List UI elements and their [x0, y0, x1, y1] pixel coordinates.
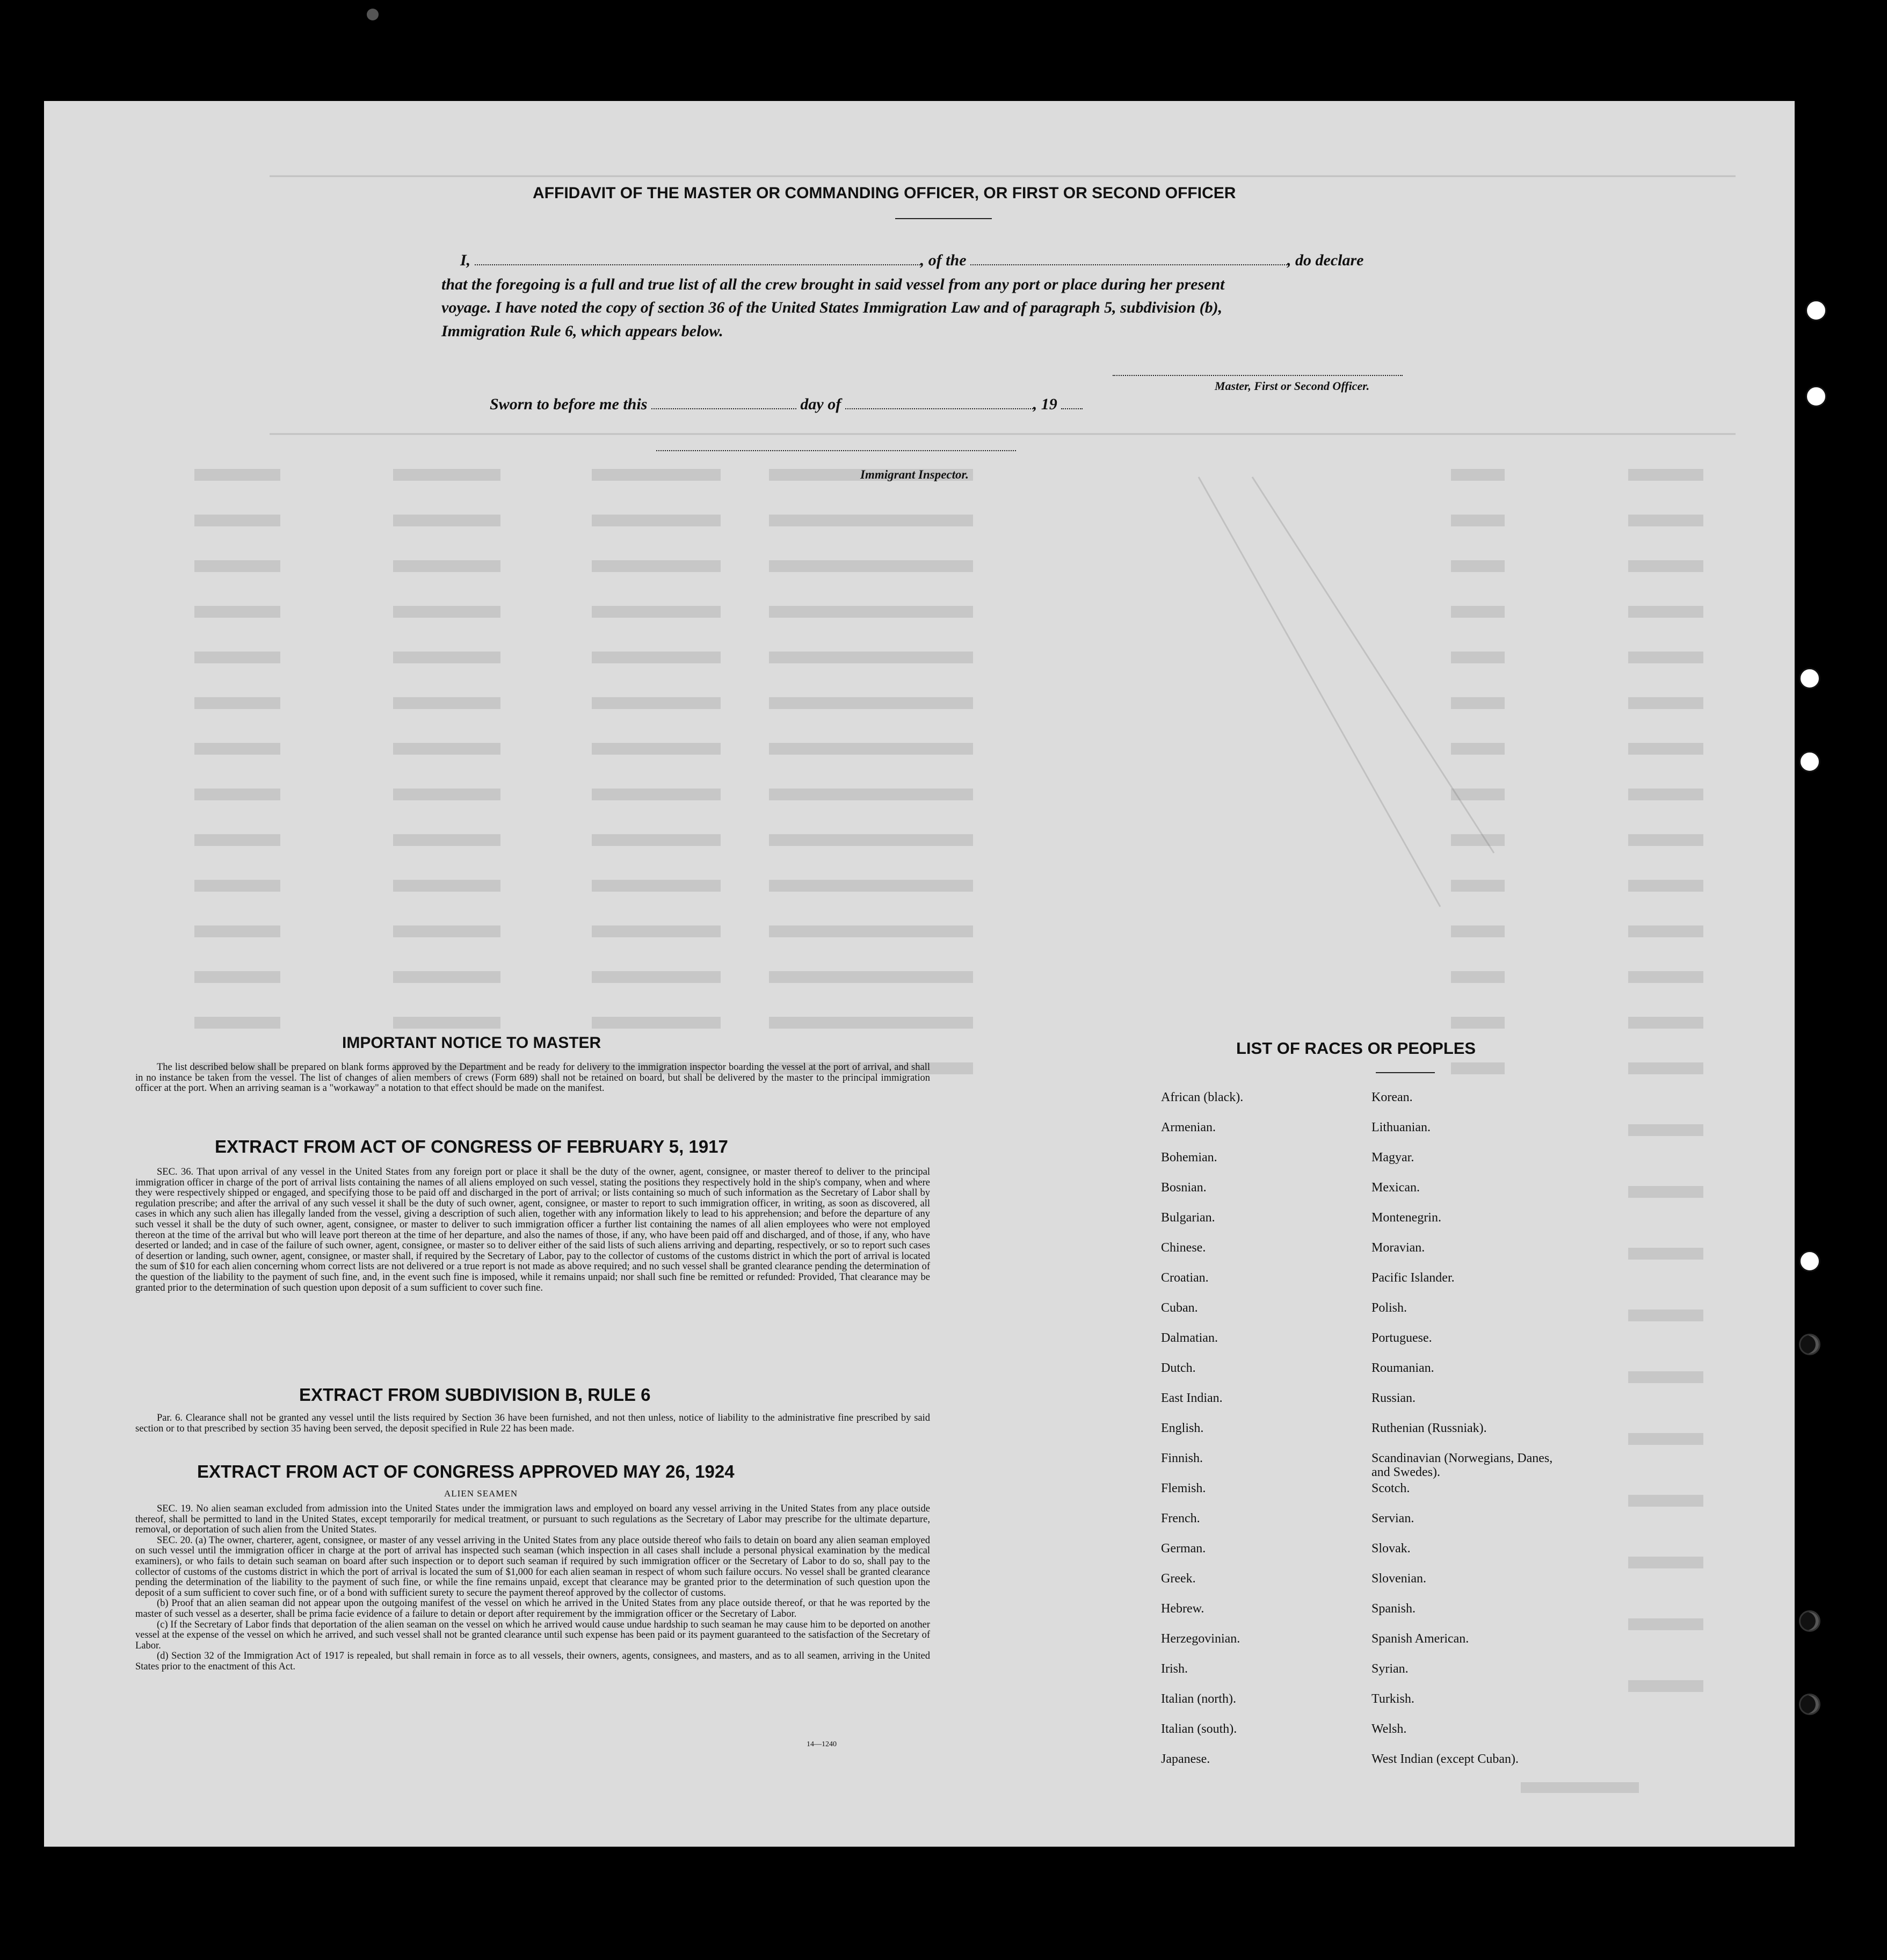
race-item: Dutch.	[1161, 1361, 1196, 1375]
binder-hole	[1799, 1610, 1820, 1632]
extract-1917-text: SEC. 36. That upon arrival of any vessel in the United States from any foreign port or place it shall be the duty of the owner, agent, consignee, or master thereof to deliver to the principal immigration officer in charge of the port of arrival lists containing the names of all aliens employed on such vessel, stating the positions they respectively hold in the ship's company, when and where they were respectively shipped or engaged, and specifying those to be paid off and discharged in the port of arrival; or lists containing so much of such information as the Secretary of Labor shall by regulation prescribe; and after the arrival of any such vessel it shall be the duty of such owner, agent, consignee, or master to report to such immigration officer, in writing, as soon as discovered, all cases in which any such alien has illegally landed from the vessel, giving a description of such alien, together with any information likely to lead to his apprehension; and before the departure of any such vessel it shall be the duty of such owner, agent, consignee, or master to deliver to such immigration officer a further list containing the names of all alien employees who were not employed thereon at the time of the arrival but who will leave port thereon at the time of her departure, and also the names of those, if any, who have been paid off and discharged, and of those, if any, who have deserted or landed; and in case of the failure of such owner, agent, consignee, or master so to deliver either of the said lists of such aliens arriving and departing, respectively, or so to report such cases of desertion or landing, such owner, agent, consignee, or master shall, if required by the Secretary of Labor, pay to the collector of customs of the customs district in which the port of arrival is located the sum of $10 for each alien concerning whom correct lists are not delivered or a true report is not made as above required; and no such vessel shall be granted clearance pending the determination of the question of the liability to the payment of such fine, and, in the event such fine is imposed, while it remains unpaid; nor shall such fine be remitted or refunded: Provided, That clearance may be granted prior to the determination of such question upon deposit of a sum sufficient to cover such fine.	[135, 1167, 930, 1293]
year-label: , 19	[1033, 395, 1057, 413]
race-item: Irish.	[1161, 1662, 1188, 1676]
race-item: Mexican.	[1371, 1181, 1420, 1195]
affidavit-line-1	[460, 251, 1363, 270]
race-item: English.	[1161, 1421, 1204, 1435]
race-item: African (black).	[1161, 1090, 1244, 1104]
race-item: Lithuanian.	[1371, 1120, 1431, 1134]
document-sheet	[44, 101, 1795, 1847]
sec20c-text: (c) If the Secretary of Labor finds that deportation of the alien seaman on the vessel on which he arrived would cause undue hardship to such seaman he may cause him to be deported on another vessel at the expense of the vessel on which he arrived, and such vessel shall not be granted clearance until such expense has been paid or its payment guaranteed to the satisfaction of the Secretary of Labor.	[135, 1619, 930, 1651]
sec20a-text: SEC. 20. (a) The owner, charterer, agent, consignee, or master of any vessel arriving in the United States from any place outside thereof who fails to detain on board any alien seaman employed on such vessel until the immigration officer in charge at the port of arrival has inspected such seaman (which inspection in all cases shall include a personal physical examination by the medical examiners), or who fails to detain such seaman on board after such inspection or to deport such seaman if required by such immigration officer or the Secretary of Labor to do so, shall pay to the collector of customs of the customs district in which the port of arrival is located the sum of $1,000 for each alien seaman in respect of whom such failure occurs. No vessel shall be granted clearance pending the determination of the liability to the payment of such fine, or while the fine remains unpaid, except that clearance may be granted prior to the determination of such question upon the deposit of a sum sufficient to cover such fine, or of a bond with sufficient surety to secure the payment thereof approved by the collector of customs.	[135, 1535, 930, 1599]
affidavit-title: AFFIDAVIT OF THE MASTER OR COMMANDING OFFICER, OR FIRST OR SECOND OFFICER	[533, 184, 1236, 202]
race-item: Cuban.	[1161, 1301, 1198, 1315]
race-item: Italian (south).	[1161, 1722, 1237, 1736]
affidavit-of-the-label: , of the	[920, 251, 967, 269]
races-title: LIST OF RACES OR PEOPLES	[1236, 1039, 1476, 1058]
binder-hole	[1799, 1694, 1820, 1715]
race-item: Welsh.	[1371, 1722, 1407, 1736]
race-item: Korean.	[1371, 1090, 1413, 1104]
affidavit-line-3: voyage. I have noted the copy of section 36 of the United States Immigration Law and of paragraph 5, subdivision (b),	[441, 299, 1223, 316]
rule6-text: Par. 6. Clearance shall not be granted any vessel until the lists required by Section 36 have been furnished, and not then unless, notice of liability to the administrative fine prescribed by said section or to that prescribed by section 35 having been served, the deposit specified in Rule 22 has been made.	[135, 1413, 930, 1434]
race-item: Hebrew.	[1161, 1602, 1204, 1616]
race-item: Chinese.	[1161, 1241, 1206, 1255]
race-item: German.	[1161, 1542, 1206, 1556]
race-item: Portuguese.	[1371, 1331, 1432, 1345]
race-item: Slovenian.	[1371, 1572, 1426, 1586]
inspector-label: Immigrant Inspector.	[860, 468, 969, 481]
race-item: Greek.	[1161, 1572, 1196, 1586]
sec20b-text: (b) Proof that an alien seaman did not appear upon the outgoing manifest of the vessel on which he arrived in the United States from any place outside thereof, or that he was reported by the master of such vessel as a deserter, shall be prima facie evidence of a failure to detain or deport after requirement by the immigration officer or the Secretary of Labor.	[135, 1598, 930, 1619]
notice-text: The list described below shall be prepared on blank forms approved by the Department and be ready for delivery to the immigration inspector boarding the vessel at the port of arrival, and shall in no instance be taken from the vessel. The list of changes of alien members of crews (Form 689) shall not be retained on board, but shall be delivered by the master to the principal immigration officer at the port. When an arriving seaman is a "workaway" a notation to that effect should be made on the manifest.	[135, 1062, 930, 1094]
binder-hole	[1799, 751, 1820, 772]
race-item: West Indian (except Cuban).	[1371, 1752, 1519, 1766]
affidavit-title-rule	[895, 218, 992, 219]
extract-1924-text	[135, 1504, 930, 1673]
binder-hole	[1799, 668, 1820, 689]
race-item: Japanese.	[1161, 1752, 1210, 1766]
rule6-title: EXTRACT FROM SUBDIVISION B, RULE 6	[299, 1385, 651, 1405]
race-item: Flemish.	[1161, 1481, 1206, 1495]
race-item: Servian.	[1371, 1511, 1414, 1525]
race-item: Finnish.	[1161, 1451, 1203, 1465]
races-title-rule	[1376, 1072, 1435, 1073]
extract-1924-subtitle: ALIEN SEAMEN	[444, 1488, 518, 1499]
binder-hole	[1805, 386, 1827, 407]
vessel-name-field[interactable]	[970, 264, 1287, 265]
sworn-month-field[interactable]	[845, 408, 1033, 409]
notice-title: IMPORTANT NOTICE TO MASTER	[342, 1034, 601, 1052]
race-item: Syrian.	[1371, 1662, 1409, 1676]
race-item: East Indian.	[1161, 1391, 1223, 1405]
race-item: Herzegovinian.	[1161, 1632, 1240, 1646]
binder-hole	[1799, 1334, 1820, 1355]
affidavit-i-label: I,	[460, 251, 471, 269]
affidavit-line-4: Immigration Rule 6, which appears below.	[441, 322, 723, 340]
race-item: Armenian.	[1161, 1120, 1216, 1134]
race-item: Scotch.	[1371, 1481, 1410, 1495]
affidavit-line-2: that the foregoing is a full and true list of all the crew brought in said vessel from any port or place during her present	[441, 276, 1225, 293]
race-item: Turkish.	[1371, 1692, 1414, 1706]
extract-1924-title: EXTRACT FROM ACT OF CONGRESS APPROVED MAY 26, 1924	[197, 1462, 735, 1481]
sworn-day-field[interactable]	[651, 408, 796, 409]
sec19-text: SEC. 19. No alien seaman excluded from admission into the United States under the immigration laws and employed on board any vessel arriving in the United States from any place outside thereof, shall be permitted to land in the United States, except temporarily for medical treatment, or pursuant to such regulations as the Secretary of Labor may prescribe for the ultimate departure, removal, or deportation of such alien from the United States.	[135, 1503, 930, 1536]
sworn-line	[490, 395, 1083, 414]
master-name-field[interactable]	[475, 264, 920, 265]
affidavit-declare-label: , do declare	[1287, 251, 1364, 269]
binder-hole	[1799, 1250, 1820, 1272]
race-item: Russian.	[1371, 1391, 1416, 1405]
race-item: Croatian.	[1161, 1271, 1209, 1285]
race-item: French.	[1161, 1511, 1200, 1525]
race-item: Spanish.	[1371, 1602, 1416, 1616]
race-item: Ruthenian (Russniak).	[1371, 1421, 1487, 1435]
race-item: Spanish American.	[1371, 1632, 1469, 1646]
race-item: Bosnian.	[1161, 1181, 1207, 1195]
race-item: Italian (north).	[1161, 1692, 1236, 1706]
master-signature-label: Master, First or Second Officer.	[1215, 379, 1370, 393]
race-item: Slovak.	[1371, 1542, 1411, 1556]
master-signature-line[interactable]	[1113, 375, 1403, 376]
race-item: Moravian.	[1371, 1241, 1425, 1255]
corner-mark	[367, 9, 379, 20]
day-of-label: day of	[800, 395, 841, 413]
race-item: Polish.	[1371, 1301, 1407, 1315]
race-item: Pacific Islander.	[1371, 1271, 1455, 1285]
race-item: Montenegrin.	[1371, 1211, 1441, 1225]
race-item: Magyar.	[1371, 1151, 1414, 1165]
inspector-signature-line[interactable]	[656, 450, 1016, 451]
race-item: Bohemian.	[1161, 1151, 1217, 1165]
race-item: Scandinavian (Norwegians, Danes, and Swedes).	[1371, 1451, 1553, 1479]
binder-hole	[1805, 300, 1827, 321]
form-number: 14—1240	[807, 1740, 837, 1748]
extract-1917-title: EXTRACT FROM ACT OF CONGRESS OF FEBRUARY 5, 1917	[215, 1137, 728, 1156]
race-item: Bulgarian.	[1161, 1211, 1215, 1225]
race-item: Dalmatian.	[1161, 1331, 1218, 1345]
sec20d-text: (d) Section 32 of the Immigration Act of 1917 is repealed, but shall remain in force as to all vessels, their owners, agents, consignees, and masters, and as to all seamen, arriving in the United States prior to the enactment of this Act.	[135, 1651, 930, 1672]
sworn-label: Sworn to before me this	[490, 395, 648, 413]
sworn-year-field[interactable]	[1061, 408, 1083, 409]
race-item: Roumanian.	[1371, 1361, 1434, 1375]
